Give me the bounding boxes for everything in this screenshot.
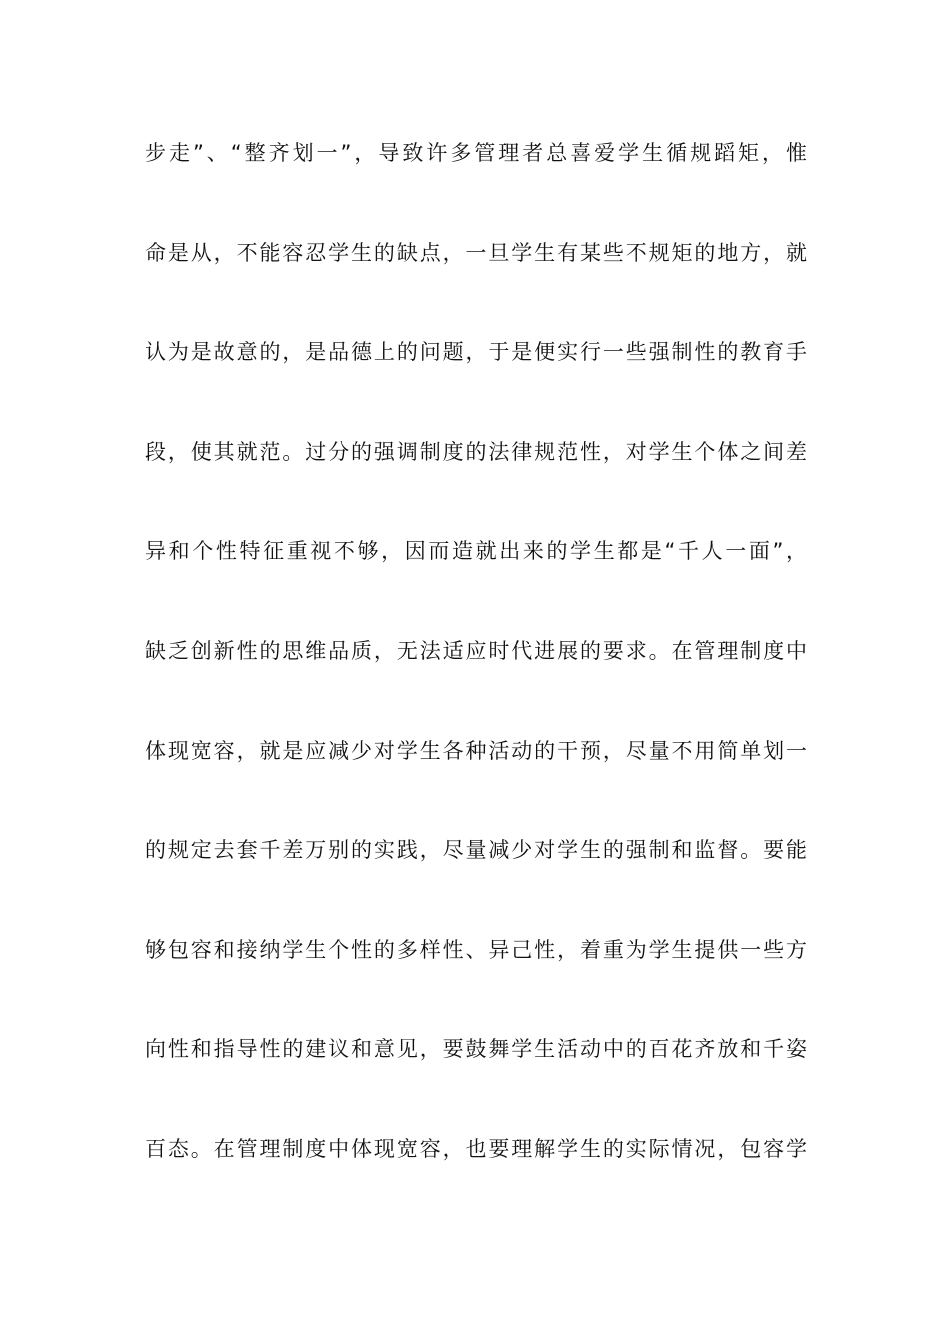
text-line-10: 向性和指导性的建议和意见，要鼓舞学生活动中的百花齐放和千姿 [145, 1037, 807, 1062]
text-line-7: 体现宽容，就是应减少对学生各种活动的干预，尽量不用简单划一 [145, 738, 807, 763]
paragraph [145, 131, 807, 1227]
text-line-2: 命是从，不能容忍学生的缺点，一旦学生有某些不规矩的地方，就 [145, 240, 807, 265]
text-line-4: 段，使其就范。过分的强调制度的法律规范性，对学生个体之间差 [145, 439, 807, 464]
text-line-6: 缺乏创新性的思维品质，无法适应时代进展的要求。在管理制度中 [145, 638, 807, 663]
text-line-3: 认为是故意的，是品德上的问题，于是便实行一些强制性的教育手 [145, 340, 807, 365]
text-line-1: 步走”、“整齐划一”，导致许多管理者总喜爱学生循规蹈矩，惟 [145, 141, 807, 165]
text-line-9: 够包容和接纳学生个性的多样性、异己性，着重为学生提供一些方 [145, 937, 807, 962]
text-line-8: 的规定去套千差万别的实践，尽量减少对学生的强制和监督。要能 [145, 838, 807, 863]
text-line-11: 百态。在管理制度中体现宽容，也要理解学生的实际情况，包容学 [145, 1136, 807, 1161]
text-line-5: 异和个性特征重视不够，因而造就出来的学生都是“千人一面”， [145, 539, 807, 564]
